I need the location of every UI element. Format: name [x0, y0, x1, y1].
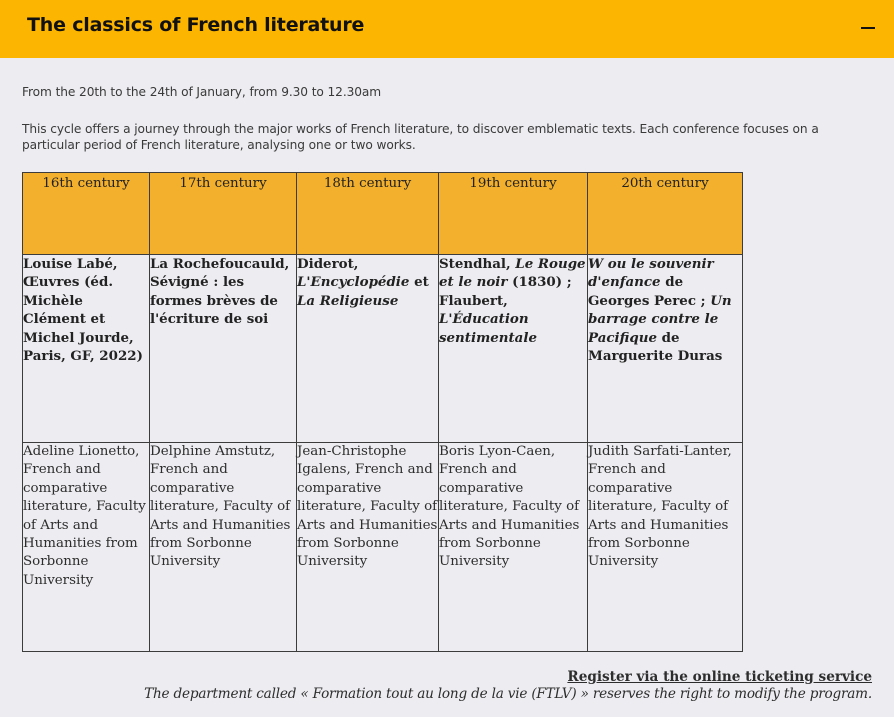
century-header-cell: 18th century [297, 173, 439, 255]
work-title: Le Rouge et le noir [439, 256, 586, 291]
century-header-cell: 17th century [150, 173, 297, 255]
speakers-row [23, 443, 743, 652]
minus-icon[interactable] [856, 17, 880, 41]
work-text: La Rochefoucauld, Sévigné : les formes brèves de l'écriture de soi [150, 256, 290, 328]
works-row [23, 255, 743, 443]
century-header-cell: 19th century [439, 173, 588, 255]
work-text: Diderot, [297, 256, 359, 272]
century-header-cell: 20th century [588, 173, 743, 255]
work-text: de Marguerite Duras [588, 329, 723, 365]
speaker-cell: Adeline Lionetto, French and comparative literature, Faculty of Arts and Humanities from Sorbonne University [23, 443, 150, 652]
speaker-cell: Jean-Christophe Igalens, French and comparative literature, Faculty of Arts and Humanities from Sorbonne University [297, 443, 439, 652]
century-header-cell: 16th century [23, 173, 150, 255]
work-title: L'Éducation sentimentale [439, 311, 537, 346]
speaker-cell: Judith Sarfati-Lanter, French and comparative literature, Faculty of Arts and Humanities from Sorbonne University [588, 443, 743, 652]
work-text: Louise Labé, Œuvres (éd. Michèle Clément et Michel Jourde, Paris, GF, 2022) [23, 256, 143, 365]
schedule-dates: From the 20th to the 24th of January, from 9.30 to 12.30am [22, 85, 382, 99]
work-text: (1830) ; Flaubert, [439, 274, 572, 309]
work-text: Stendhal, [439, 256, 516, 272]
work-title: L'Encyclopédie [297, 274, 410, 291]
work-cell [297, 255, 439, 443]
section-title: The classics of French literature [27, 14, 365, 36]
work-title: La Religieuse [297, 292, 399, 309]
work-cell [150, 255, 297, 443]
disclaimer-note: The department called « Formation tout au long de la vie (FTLV) » reserves the right to modify the program. [144, 686, 872, 702]
work-cell [439, 255, 588, 443]
register-link[interactable]: Register via the online ticketing service [567, 669, 872, 685]
work-cell [23, 255, 150, 443]
work-title: W ou le souvenir d'enfance [588, 256, 714, 291]
speaker-cell: Boris Lyon-Caen, French and comparative literature, Faculty of Arts and Humanities from Sorbonne University [439, 443, 588, 652]
speaker-cell: Delphine Amstutz, French and comparative literature, Faculty of Arts and Humanities from Sorbonne University [150, 443, 297, 652]
work-cell [588, 255, 743, 443]
program-table [22, 172, 743, 652]
work-text: de Georges Perec ; [588, 274, 711, 309]
intro-paragraph: This cycle offers a journey through the major works of French literature, to discover emblematic texts. Each conference focuses on a particular period of French literature, analysing one or two works. [22, 122, 819, 153]
accordion-header[interactable] [0, 0, 894, 58]
century-header-row [23, 173, 743, 255]
work-title: Un barrage contre le Pacifique [588, 292, 732, 346]
work-text: et [409, 274, 429, 291]
